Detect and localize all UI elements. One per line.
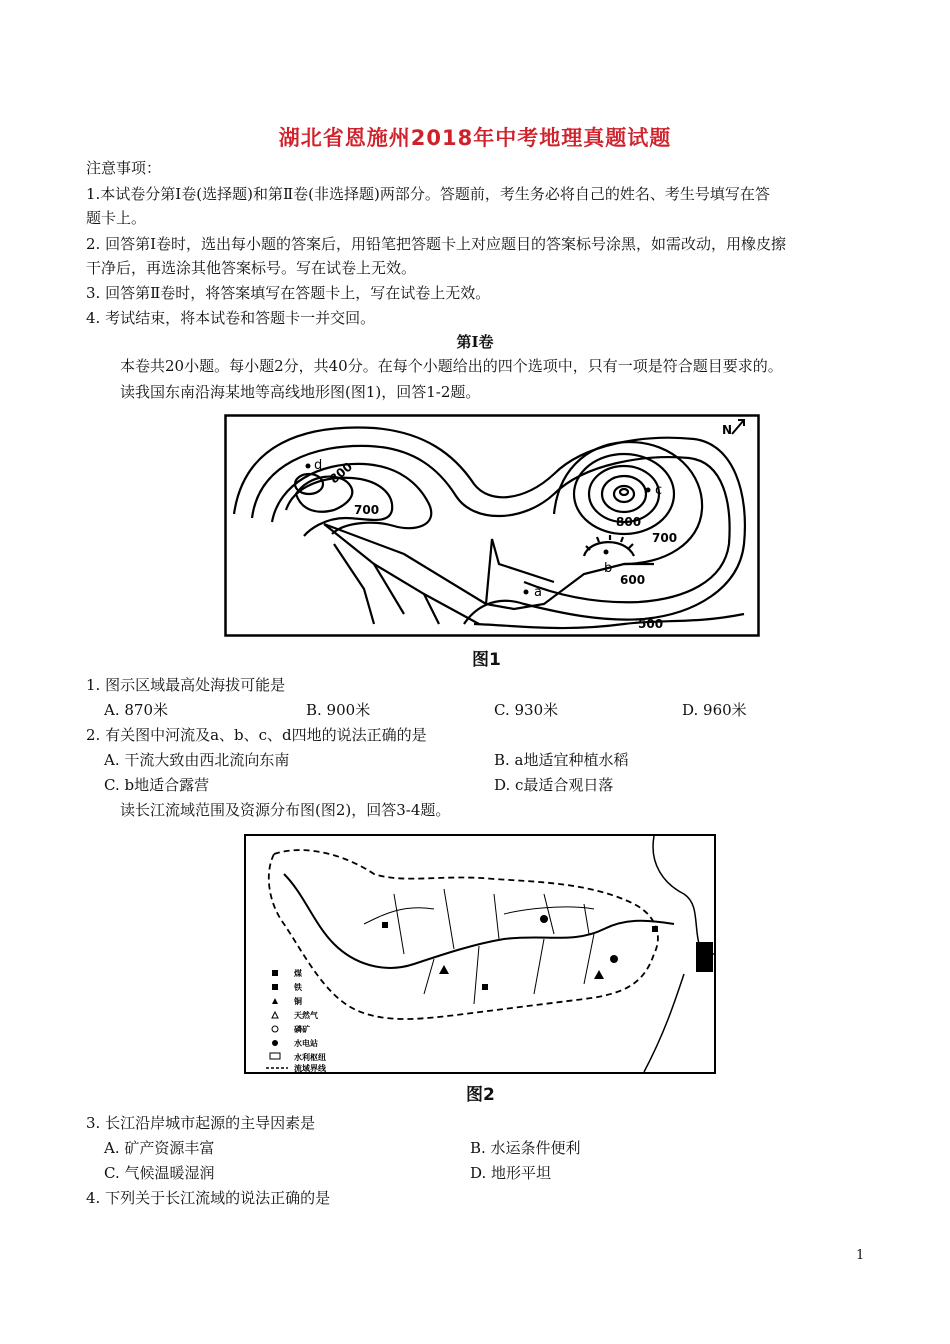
point-d-dot — [306, 464, 311, 469]
contour-label: 800 — [326, 459, 356, 487]
figure1-caption: 图1 — [472, 650, 501, 670]
point-b-dot — [604, 550, 609, 555]
option: C. b地适合露营 — [104, 776, 210, 794]
map-inset-block — [696, 942, 713, 972]
figure1-prompt: 读我国东南沿海某地等高线地形图(图1)，回答1-2题。 — [120, 383, 481, 401]
option: A. 矿产资源丰富 — [104, 1139, 215, 1157]
iron-symbol — [610, 955, 618, 963]
question-stem: 2. 有关图中河流及a、b、c、d四地的说法正确的是 — [86, 726, 427, 744]
north-arrow-icon — [732, 420, 744, 434]
notice-item: 2. 回答第Ⅰ卷时，选出每小题的答案后，用铅笔把答题卡上对应题目的答案标号涂黑，如需改动，用橡皮擦 — [86, 235, 787, 253]
option: C. 气候温暖湿润 — [104, 1164, 215, 1182]
copper-symbol — [594, 970, 604, 979]
option: D. 地形平坦 — [470, 1164, 552, 1182]
notice-item: 1.本试卷分第Ⅰ卷(选择题)和第Ⅱ卷(非选择题)两部分。答题前，考生务必将自己的姓名、考生号填写在答 — [86, 185, 770, 203]
legend-label: 水利枢纽 — [294, 1053, 326, 1062]
legend-label: 流域界线 — [294, 1064, 326, 1073]
section-intro: 本卷共20小题。每小题2分，共40分。在每个小题给出的四个选项中，只有一项是符合题目要求的。 — [120, 357, 783, 375]
option: D. 960米 — [682, 701, 747, 719]
contour-label: 700 — [652, 531, 678, 545]
point-label-b: b — [604, 561, 613, 576]
point-label-d: d — [314, 458, 323, 473]
option: A. 870米 — [104, 701, 168, 719]
figure2-prompt: 读长江流域范围及资源分布图(图2)，回答3-4题。 — [120, 801, 451, 819]
notice-item: 题卡上。 — [86, 209, 147, 227]
legend-label: 磷矿 — [294, 1025, 310, 1034]
notice-item: 3. 回答第Ⅱ卷时，将答案填写在答题卡上，写在试卷上无效。 — [86, 284, 491, 302]
page-number: 1 — [856, 1248, 865, 1263]
north-label: N — [722, 423, 733, 437]
contour-label: 800 — [616, 515, 642, 529]
legend-label: 铁 — [294, 983, 302, 992]
contour-label: 500 — [638, 617, 664, 631]
contour-label: 700 — [354, 503, 380, 517]
option: A. 干流大致由西北流向东南 — [104, 751, 290, 769]
legend-label: 水电站 — [294, 1039, 318, 1048]
option: D. c最适合观日落 — [494, 776, 614, 794]
yangtze-basin-map-figure — [244, 834, 716, 1074]
copper-symbol — [439, 965, 449, 974]
option: C. 930米 — [494, 701, 559, 719]
point-label-a: a — [534, 585, 542, 600]
notice-item: 干净后，再选涂其他答案标号。写在试卷上无效。 — [86, 259, 417, 277]
legend-label: 铜 — [294, 997, 302, 1006]
point-c-dot — [646, 488, 651, 493]
coal-symbol — [652, 926, 658, 932]
option: B. 900米 — [306, 701, 371, 719]
coal-symbol — [482, 984, 488, 990]
legend-label: 煤 — [294, 969, 302, 978]
iron-symbol — [540, 915, 548, 923]
figure2-caption: 图2 — [466, 1085, 495, 1105]
notice-heading: 注意事项： — [86, 159, 162, 177]
question-stem: 4. 下列关于长江流域的说法正确的是 — [86, 1189, 331, 1207]
notice-item: 4. 考试结束，将本试卷和答题卡一并交回。 — [86, 309, 376, 327]
legend-label: 天然气 — [294, 1011, 318, 1020]
option: B. a地适宜种植水稻 — [494, 751, 629, 769]
question-stem: 1. 图示区域最高处海拔可能是 — [86, 676, 286, 694]
section-heading: 第Ⅰ卷 — [456, 333, 494, 351]
question-stem: 3. 长江沿岸城市起源的主导因素是 — [86, 1114, 316, 1132]
coal-symbol — [382, 922, 388, 928]
contour-label: 600 — [620, 573, 646, 587]
option: B. 水运条件便利 — [470, 1139, 581, 1157]
point-a-dot — [524, 590, 529, 595]
exam-title: 湖北省恩施州2018年中考地理真题试题 — [278, 126, 672, 150]
contour-map-figure — [224, 414, 760, 638]
point-label-c: c — [655, 483, 663, 498]
